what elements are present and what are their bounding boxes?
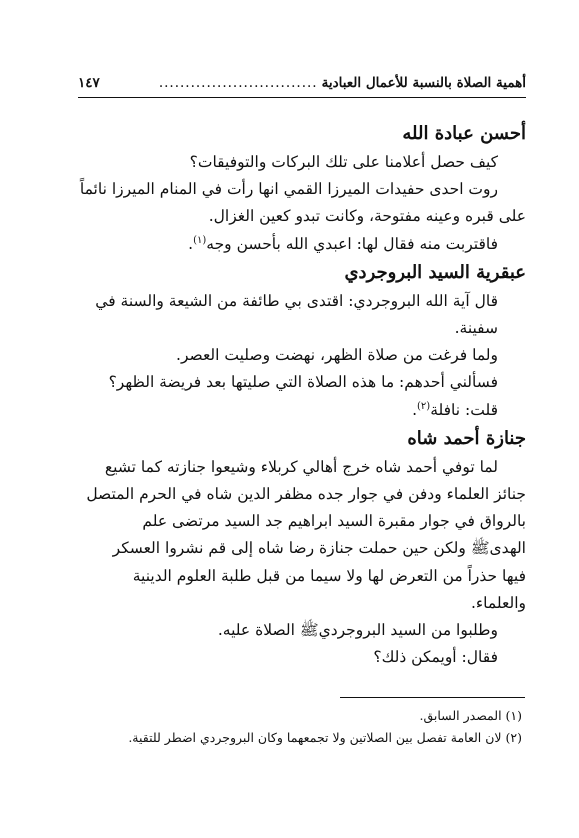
paragraph: على قبره وعينه مفتوحة، وكانت تبدو كعين الغزال. bbox=[208, 207, 526, 226]
paragraph-text: قلت: نافلة bbox=[430, 400, 498, 419]
period: . bbox=[188, 234, 194, 253]
footnote-ref-1: (١) bbox=[193, 234, 207, 246]
footnote-rule bbox=[340, 697, 525, 698]
paragraph-line: والعلماء. bbox=[470, 593, 526, 612]
footnote-ref-2: (٢) bbox=[417, 400, 431, 412]
section-heading-best-worship: أحسن عبادة الله bbox=[402, 123, 526, 144]
paragraph: كيف حصل أعلامنا على تلك البركات والتوفيقات؟ bbox=[189, 153, 498, 171]
paragraph: ولما فرغت من صلاة الظهر، نهضت وصليت العصر. bbox=[176, 346, 498, 365]
footnote-2: (٢) لان العامة تفصل بين الصلاتين ولا تجمعهما وكان البروجردي اضطر للتقية. bbox=[128, 730, 522, 745]
main-text bbox=[58, 117, 526, 671]
paragraph-line: لما توفي أحمد شاه خرج أهالي كربلاء وشيعوا جنازته كما تشيع bbox=[104, 457, 498, 476]
header-dot-leader: .............................. bbox=[158, 75, 318, 91]
paragraph: روت احدى حفيدات الميرزا القمي انها رأت في المنام الميرزا نائماً bbox=[79, 180, 498, 199]
paragraph bbox=[58, 231, 526, 258]
section-heading-ahmad-shah-funeral: جنازة أحمد شاه bbox=[407, 427, 526, 449]
footnotes bbox=[58, 705, 526, 749]
paragraph: قال آية الله البروجردي: اقتدى بي طائفة من الشيعة والسنة في سفينة. bbox=[95, 291, 498, 338]
running-title: أهمية الصلاة بالنسبة للأعمال العبادية bbox=[321, 75, 526, 91]
paragraph-line: جنائز العلماء ودفن في جوار جده مظفر الدين شاه في الحرم المتصل bbox=[86, 485, 526, 504]
paragraph-line: الهدىﷺ ولكن حين حملت جنازة رضا شاه إلى قم نشروا العسكر bbox=[112, 539, 526, 558]
period: . bbox=[412, 400, 417, 419]
running-header bbox=[78, 70, 526, 96]
paragraph: وطلبوا من السيد البروجرديﷺ الصلاة عليه. bbox=[217, 621, 498, 640]
paragraph-line: بالرواق في جوار مقبرة السيد ابراهيم جد السيد مرتضى علم bbox=[142, 512, 526, 531]
footnote-1: (١) المصدر السابق. bbox=[419, 708, 522, 723]
section-heading-borujerdi-genius: عبقرية السيد البروجردي bbox=[344, 261, 526, 283]
header-rule bbox=[78, 97, 526, 98]
page-number: ١٤٧ bbox=[78, 75, 100, 91]
paragraph: فقال: أويمكن ذلك؟ bbox=[373, 648, 498, 667]
paragraph-text: فاقتربت منه فقال لها: اعبدي الله بأحسن وجه bbox=[206, 234, 498, 253]
paragraph: فسألني أحدهم: ما هذه الصلاة التي صليتها بعد فريضة الظهر؟ bbox=[108, 373, 498, 392]
paragraph-line: فيها حذراً من التعرض لها ولا سيما من قبل طلبة العلوم الدينية bbox=[132, 566, 526, 585]
paragraph bbox=[58, 397, 526, 424]
